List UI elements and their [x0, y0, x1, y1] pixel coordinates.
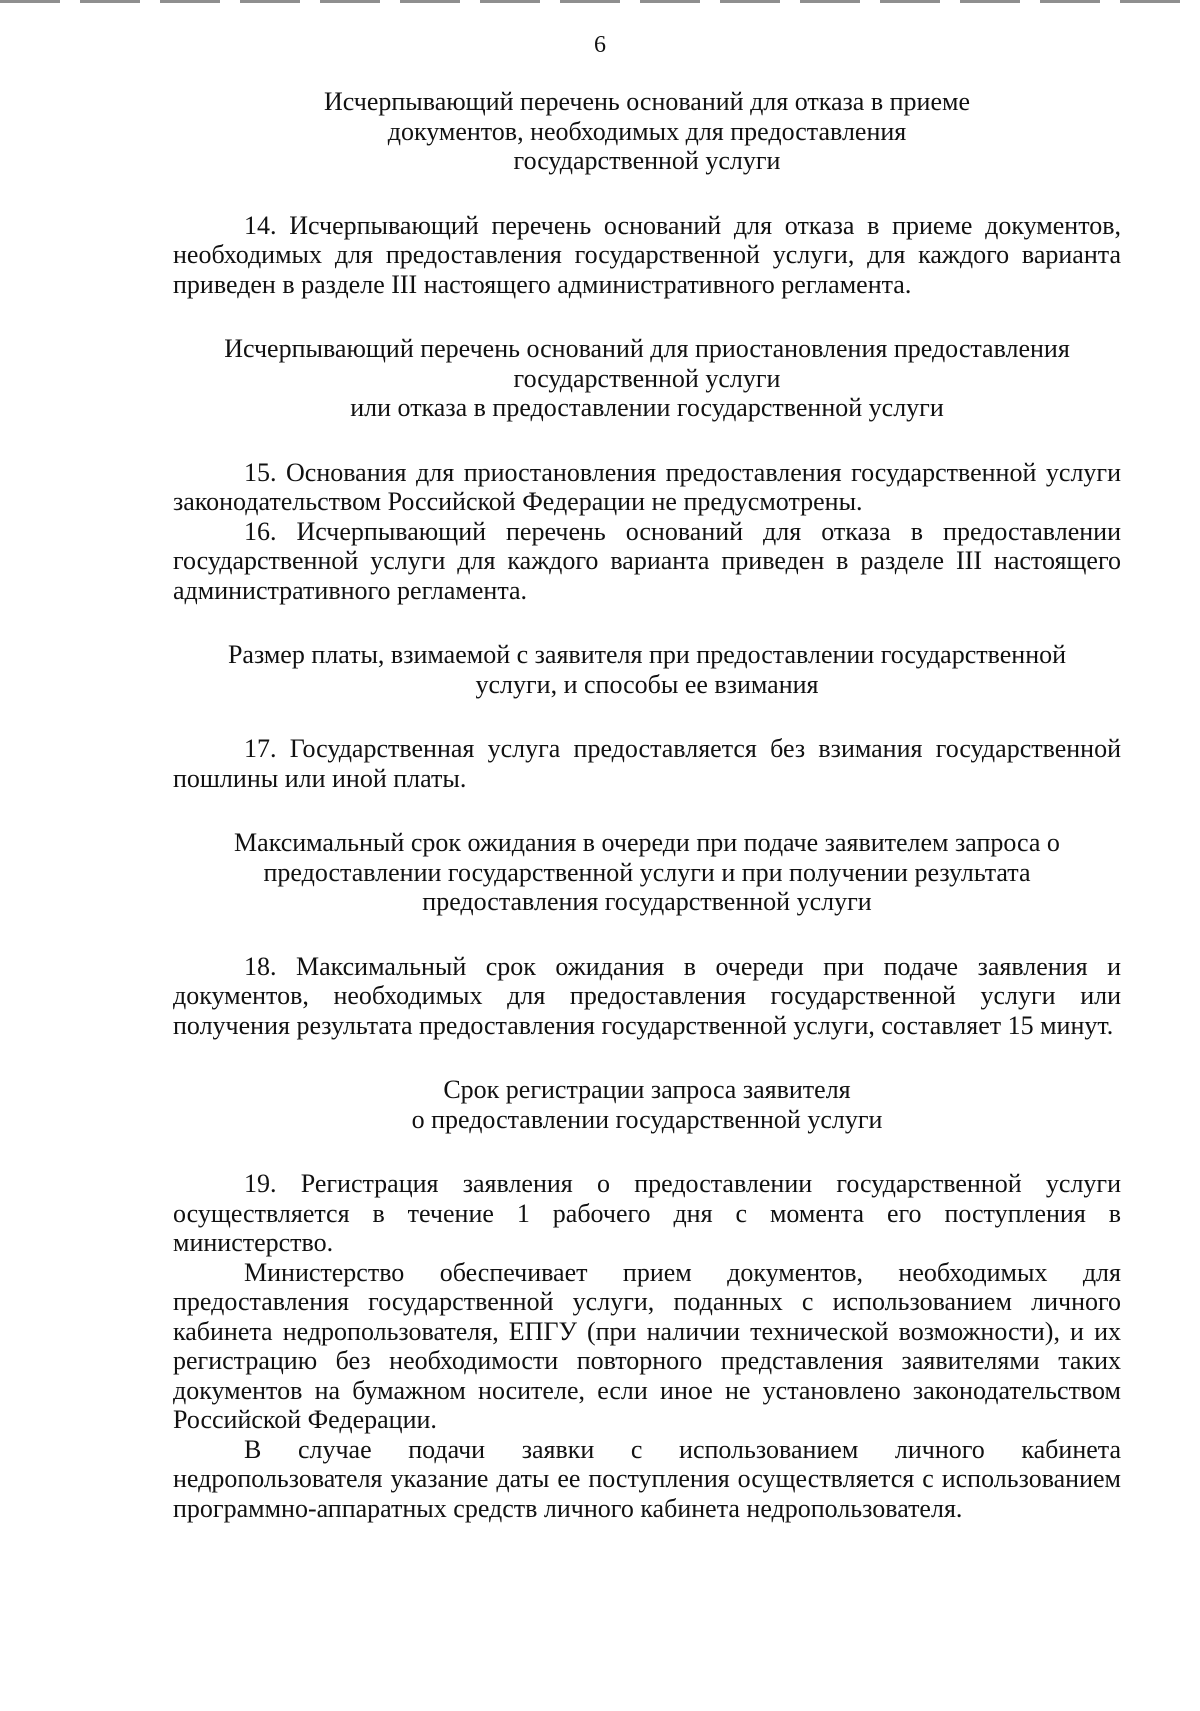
paragraph-18: 18. Максимальный срок ожидания в очереди при подаче заявления и документов, необходимых для предоставления государственной услуги или получения результата предоставления государственной услуги, составляет 15 минут. [173, 951, 1121, 1040]
heading-line: предоставления государственной услуги [422, 887, 872, 916]
heading-line: государственной услуги [513, 146, 781, 175]
paragraph-15: 15. Основания для приостановления предоставления государственной услуги законодательством Российской Федерации не предусмотрены. [173, 457, 1121, 516]
section-heading [173, 87, 1121, 176]
heading-line: или отказа в предоставлении государственной услуги [350, 393, 944, 422]
section-refusal-acceptance [173, 87, 1121, 299]
section-heading [173, 640, 1121, 699]
section-heading [173, 334, 1121, 423]
heading-line: Исчерпывающий перечень оснований для отказа в приеме [323, 87, 970, 116]
paragraph-14: 14. Исчерпывающий перечень оснований для отказа в приеме документов, необходимых для предоставления государственной услуги, для каждого варианта приведен в разделе III настоящего административного регламента. [173, 210, 1121, 299]
heading-line: Размер платы, взимаемой с заявителя при предоставлении государственной [227, 640, 1067, 669]
section-heading [173, 1075, 1121, 1134]
paragraph-19-ministry: Министерство обеспечивает прием документов, необходимых для предоставления государственной услуги, поданных с использованием личного кабинета недропользователя, ЕПГУ (при наличии технической возможности), и их регистрацию без необходимости повторного представления заявителями таких документов на бумажном носителе, если иное не установлено законодательством Российской Федерации. [173, 1257, 1121, 1434]
paragraph-16: 16. Исчерпывающий перечень оснований для отказа в предоставлении государственной услуги для каждого варианта приведен в разделе III настоящего административного регламента. [173, 516, 1121, 605]
section-fee [173, 640, 1121, 793]
heading-line: Исчерпывающий перечень оснований для приостановления предоставления [224, 334, 1070, 363]
section-suspension-refusal [173, 334, 1121, 605]
page-number: 6 [594, 32, 606, 58]
heading-line: о предоставлении государственной услуги [411, 1104, 883, 1134]
paragraph-19-cabinet: В случае подачи заявки с использованием личного кабинета недропользователя указание даты ее поступления осуществляется с использованием программно-аппаратных средств личного кабинета недропользователя. [173, 1434, 1121, 1523]
scan-top-edge [0, 0, 1200, 3]
heading-line: документов, необходимых для предоставления [387, 116, 907, 146]
section-registration-term [173, 1075, 1121, 1523]
document-body [173, 87, 1121, 1523]
heading-line: Максимальный срок ожидания в очереди при подаче заявителем запроса о [234, 828, 1060, 857]
heading-line: государственной услуги [513, 363, 781, 393]
heading-line: Срок регистрации запроса заявителя [443, 1075, 851, 1104]
section-queue-time [173, 828, 1121, 1040]
paragraph-19: 19. Регистрация заявления о предоставлении государственной услуги осуществляется в течение 1 рабочего дня с момента его поступления в министерство. [173, 1169, 1121, 1257]
heading-line: предоставлении государственной услуги и при получении результата [263, 857, 1031, 887]
paragraph-17: 17. Государственная услуга предоставляется без взимания государственной пошлины или иной платы. [173, 734, 1121, 793]
heading-line: услуги, и способы ее взимания [475, 669, 819, 699]
section-heading [173, 828, 1121, 917]
